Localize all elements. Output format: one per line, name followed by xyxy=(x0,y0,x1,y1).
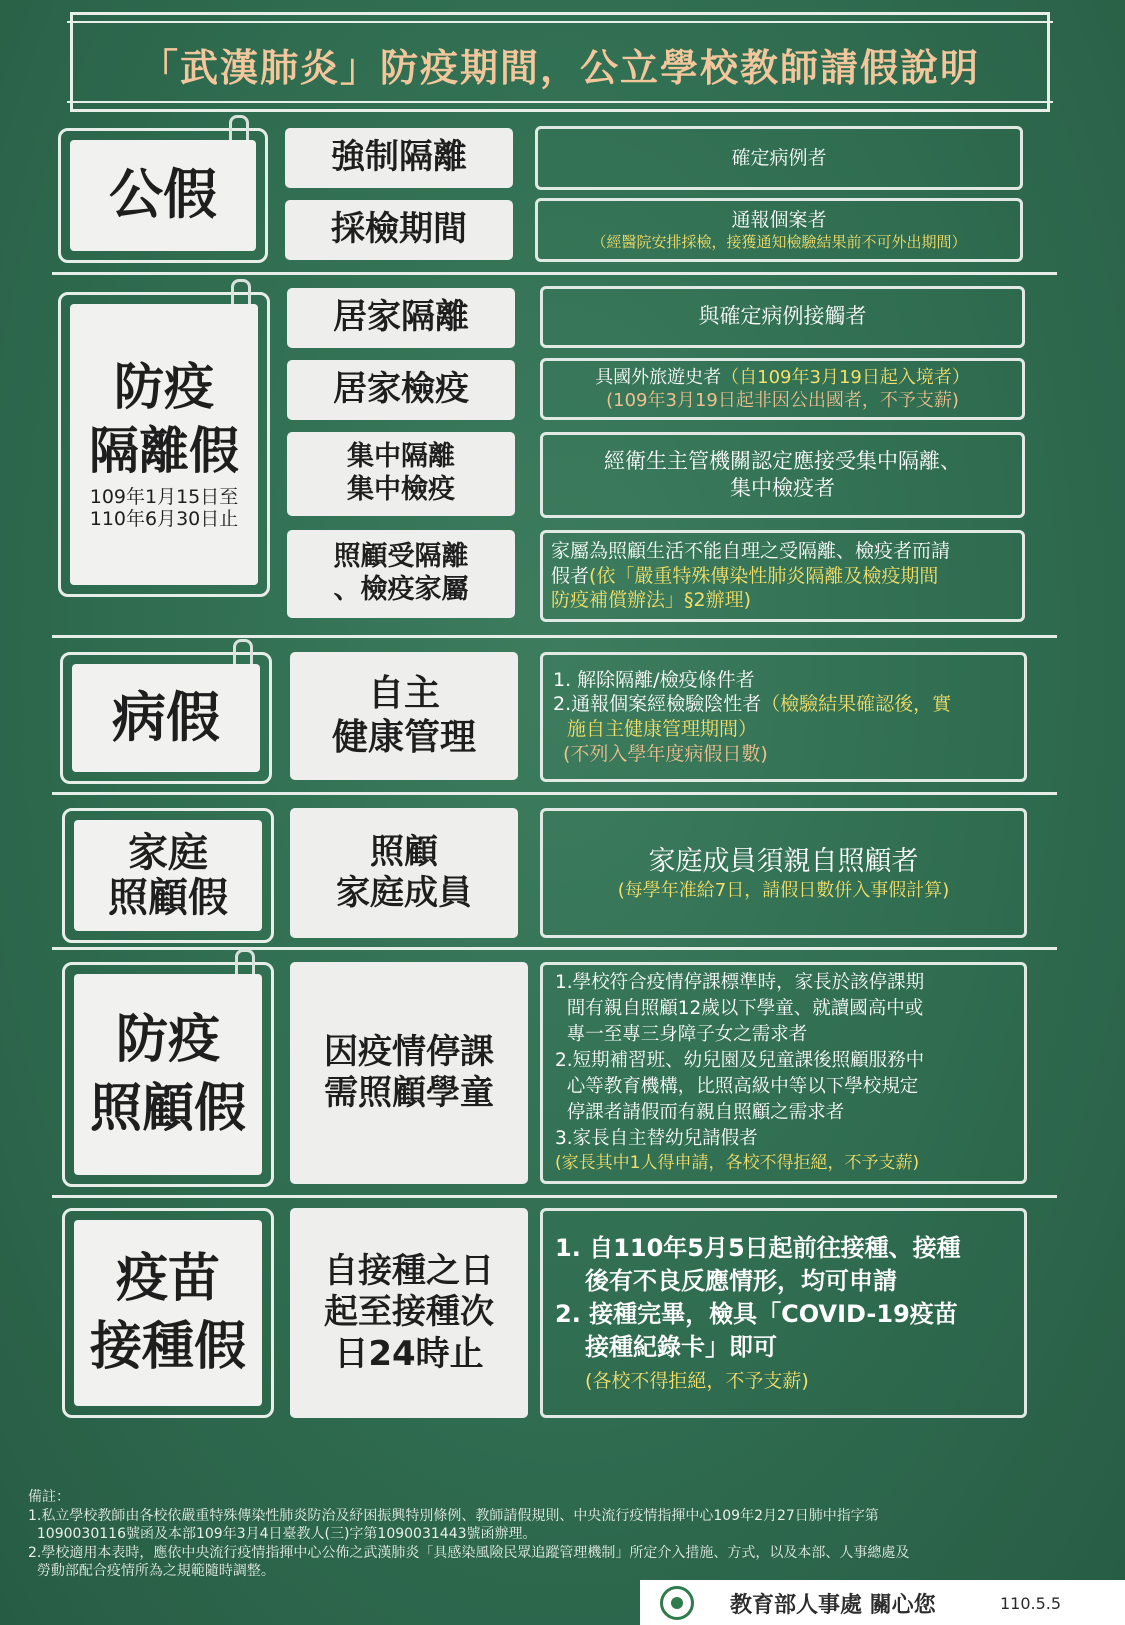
desc-line: 防疫補償辦法」§2辦理) xyxy=(551,589,752,612)
desc-highlight: (依「嚴重特殊傳染性肺炎隔離及檢疫期間 xyxy=(589,564,939,587)
desc-family-care xyxy=(540,808,1027,938)
desc-line-note: (109年3月19日起非因公出國者，不予支薪) xyxy=(606,390,959,411)
desc-line-note: (各校不得拒絕，不予支薪) xyxy=(585,1370,809,1393)
footnote-line: 1.私立學校教師由各校依嚴重特殊傳染性肺炎防治及紓困振興特別條例、教師請假規則、中央流行疫情指揮中心109年2月27日肺中指字第 xyxy=(28,1507,879,1524)
desc-line: 停課者請假而有親自照顧之需求者 xyxy=(555,1101,845,1123)
section-divider xyxy=(52,947,1057,950)
section-divider xyxy=(52,792,1057,795)
desc-line: 經衛生主管機關認定應接受集中隔離、 xyxy=(604,448,961,473)
desc-line: 家庭成員須親自照顧者 xyxy=(648,845,919,877)
category-label-line2: 照顧假 xyxy=(108,874,228,921)
footer-banner xyxy=(640,1580,1125,1625)
category-label-box xyxy=(74,1220,262,1406)
category-label: 病假 xyxy=(72,664,260,772)
footer-date: 110.5.5 xyxy=(1000,1594,1062,1613)
desc-line xyxy=(543,366,1022,389)
category-sick-leave xyxy=(60,652,272,784)
footnote-line: 1090030116號函及本部109年3月4日臺教人(三)字第1090031443號函辦理。 xyxy=(28,1526,537,1543)
desc-highlight: （檢驗結果確認後，實 xyxy=(761,693,952,716)
desc-line: 通報個案者 xyxy=(731,208,827,231)
category-epidemic-care xyxy=(62,962,274,1187)
leave-type-line1: 照顧 xyxy=(370,831,438,872)
desc-home-quarantine xyxy=(540,358,1025,420)
leave-type-centralized xyxy=(287,432,515,516)
leave-type-line3: 日24時止 xyxy=(334,1333,484,1374)
leave-type-line1: 自接種之日 xyxy=(324,1250,494,1291)
category-label-line1: 家庭 xyxy=(128,829,208,876)
leave-type-school-closure xyxy=(290,962,528,1184)
footnotes xyxy=(28,1488,1098,1581)
desc-vaccination xyxy=(540,1208,1027,1418)
desc-line xyxy=(553,692,1024,717)
footer-org: 教育部人事處 關心您 xyxy=(730,1593,936,1618)
category-quarantine-leave xyxy=(58,292,270,597)
category-label-box xyxy=(70,304,258,585)
leave-type-vaccination xyxy=(290,1208,528,1418)
category-label-line1: 防疫 xyxy=(115,1010,220,1071)
leave-type-line1: 因疫情停課 xyxy=(324,1031,494,1072)
desc-line-note: （經醫院安排採檢，接獲通知檢驗結果前不可外出期間） xyxy=(591,232,967,251)
category-label-box xyxy=(74,820,262,931)
desc-line-note: (每學年准給7日，請假日數併入事假計算) xyxy=(617,879,950,901)
desc-line: 2. 接種完畢，檢具「COVID-19疫苗 xyxy=(555,1299,958,1328)
desc-line: 後有不良反應情形，均可申請 xyxy=(585,1266,897,1295)
leave-type-line2: 健康管理 xyxy=(331,717,476,758)
desc-line xyxy=(551,564,1022,589)
desc-line: 集中檢疫者 xyxy=(730,476,835,500)
desc-line: 施自主健康管理期間） xyxy=(567,718,758,740)
desc-line: 間有親自照顧12歲以下學童、就讀國高中或 xyxy=(555,998,924,1020)
desc-home-isolation xyxy=(540,286,1025,348)
desc-line: 1.學校符合疫情停課標準時，家長於該停課期 xyxy=(555,972,925,994)
category-family-care xyxy=(62,808,274,943)
leave-type-home-isolation: 居家隔離 xyxy=(287,288,515,348)
desc-text: 2.通報個案經檢驗陰性者 xyxy=(553,693,762,716)
desc-text: 假者 xyxy=(551,564,590,587)
desc-line: 家屬為照顧生活不能自理之受隔離、檢疫者而請 xyxy=(551,539,951,562)
leave-type-line1: 自主 xyxy=(367,673,440,715)
desc-line: 1. 自110年5月5日起前往接種、接種 xyxy=(555,1233,961,1262)
desc-self-health xyxy=(540,652,1027,782)
leave-type-sampling-period: 採檢期間 xyxy=(285,200,513,260)
section-divider xyxy=(52,635,1057,638)
desc-school-closure xyxy=(540,962,1027,1184)
desc-line: 與確定病例接觸者 xyxy=(698,304,867,329)
desc-line: 專一至專三身障子女之需求者 xyxy=(555,1024,808,1046)
section-divider xyxy=(52,1195,1057,1198)
desc-line-note: (家長其中1人得申請，各校不得拒絕，不予支薪) xyxy=(555,1152,920,1173)
category-gongjia xyxy=(58,128,268,263)
desc-line-note: (不列入學年度病假日數) xyxy=(563,742,768,765)
leave-type-line2: 、檢疫家屬 xyxy=(333,574,469,605)
title-frame xyxy=(70,12,1050,112)
category-label-line1: 疫苗 xyxy=(115,1248,220,1309)
desc-sampling-period xyxy=(535,198,1023,262)
leave-type-line2: 需照顧學童 xyxy=(324,1073,494,1113)
desc-line: 1. 解除隔離/檢疫條件者 xyxy=(553,668,755,691)
section-divider xyxy=(52,272,1057,275)
leave-type-care-family xyxy=(287,530,515,618)
category-label-line2: 接種假 xyxy=(89,1317,246,1377)
leave-type-line2: 起至接種次 xyxy=(324,1292,494,1333)
leave-type-care-family-member xyxy=(290,808,518,938)
period-line2: 110年6月30日止 xyxy=(89,507,239,530)
leave-type-line1: 照顧受隔離 xyxy=(333,541,469,573)
desc-line: 接種紀錄卡」即可 xyxy=(585,1333,777,1361)
desc-line: 3.家長自主替幼兒請假者 xyxy=(555,1127,758,1149)
period-line1: 109年1月15日至 xyxy=(89,486,239,509)
leave-type-home-quarantine: 居家檢疫 xyxy=(287,360,515,420)
category-vaccine-leave xyxy=(62,1208,274,1418)
leave-type-mandatory-isolation: 強制隔離 xyxy=(285,128,513,188)
desc-highlight: （自109年3月19日起入境者） xyxy=(721,366,970,388)
desc-line: 2.短期補習班、幼兒園及兒童課後照顧服務中 xyxy=(555,1050,925,1072)
category-label: 公假 xyxy=(70,140,256,251)
ministry-logo-icon xyxy=(660,1586,694,1620)
leave-type-line2: 集中檢疫 xyxy=(347,474,455,505)
page-title: 「武漢肺炎」防疫期間，公立學校教師請假說明 xyxy=(139,46,980,90)
category-label-box xyxy=(74,974,262,1175)
leave-type-line2: 家庭成員 xyxy=(336,873,472,913)
category-label-line1: 防疫 xyxy=(114,358,214,417)
desc-text: 具國外旅遊史者 xyxy=(595,366,722,388)
desc-mandatory-isolation xyxy=(535,126,1023,190)
leave-type-line1: 集中隔離 xyxy=(347,441,455,473)
desc-line: 確定病例者 xyxy=(731,146,827,169)
category-label-line2: 隔離假 xyxy=(89,422,239,481)
desc-line: 心等教育機構，比照高級中等以下學校規定 xyxy=(555,1076,919,1098)
desc-care-family xyxy=(540,530,1025,622)
footnote-line: 勞動部配合疫情所為之規範隨時調整。 xyxy=(28,1563,275,1580)
desc-centralized xyxy=(540,432,1025,518)
leave-type-self-health xyxy=(290,652,518,780)
footnote-line: 2.學校適用本表時，應依中央流行疫情指揮中心公佈之武漢肺炎「具感染風險民眾追蹤管理機制」所定介入措施、方式，以及本部、人事總處及 xyxy=(28,1544,910,1561)
category-label-line2: 照顧假 xyxy=(89,1078,246,1139)
footnote-head: 備註： xyxy=(28,1489,70,1505)
